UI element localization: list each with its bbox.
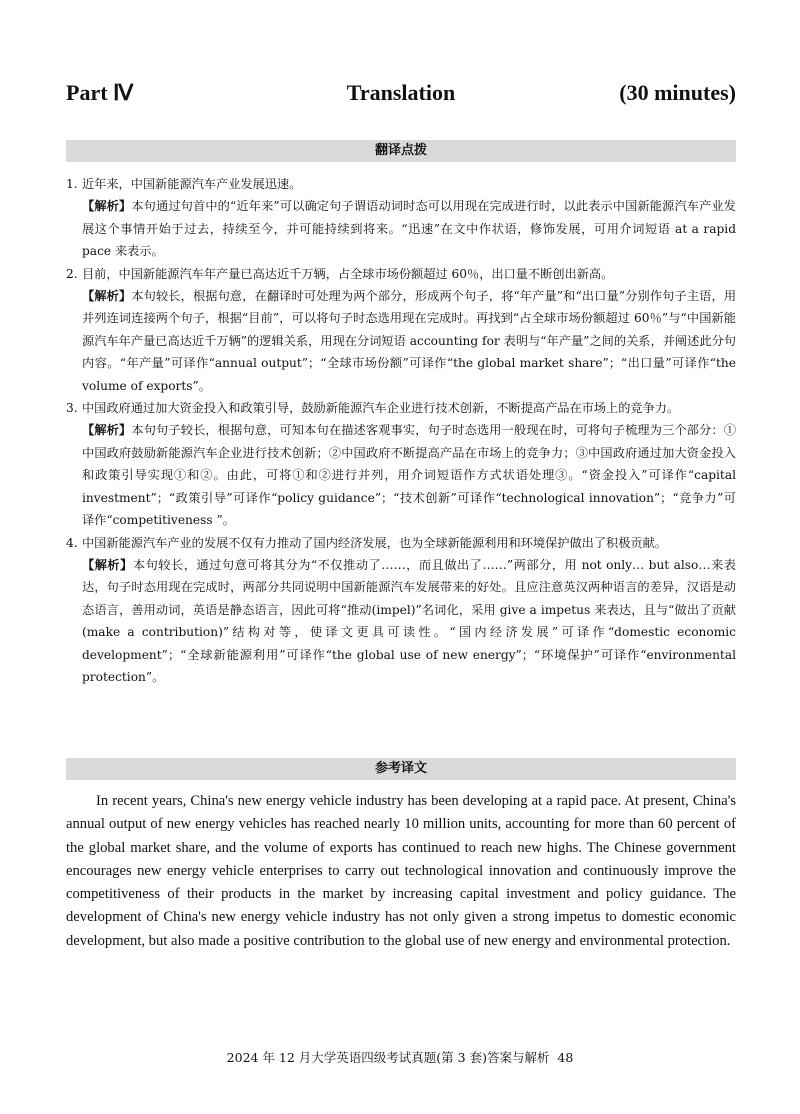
translation-tips-list	[66, 173, 736, 688]
item-number: 3.	[66, 401, 78, 416]
list-item	[66, 397, 736, 531]
analysis-text: 本句较长，通过句意可将其分为“不仅推动了……，而且做出了……”两部分，用 not only… but also…来表达，句子时态用现在完成时，两部分共同说明中国新能源汽车发展带来的好处。且应注意英汉两种语言的差异，汉语是动态语言，善用动词，英语是静态语言，因此可将“推动(impel)”名词化，采用 give a impetus 来表达，且与“做出了贡献(make a contribution)”结构对等，使译文更具可读性。“国内经济发展”可译作“domestic economic development”；“全球新能源利用”可译作“the global use of new energy”；“环境保护”可译作“environmental protection”。	[82, 557, 736, 684]
item-number: 1.	[66, 177, 78, 191]
analysis-tag: 【解析】	[82, 423, 132, 438]
section-heading-tips: 翻译点拨	[66, 140, 736, 162]
question-text: 近年来，中国新能源汽车产业发展迅速。	[82, 177, 302, 191]
list-item	[66, 532, 736, 689]
source-sentence	[66, 173, 736, 195]
page-footer	[0, 1048, 800, 1066]
analysis	[66, 195, 736, 262]
analysis-text: 本句较长，根据句意，在翻译时可处理为两个部分，形成两个句子，将“年产量”和“出口量”分别作句子主语，用并列连词连接两个句子，根据“目前”，可以将句子时态选用现在完成时。再找到“占全球市场份额超过 60％”与“中国新能源汽车年产量已高达近千万辆”的逻辑关系，用现在分词短语 accounting for 表明与“年产量”之间的关系，并阐述此分句内容。“年产量”可译作“annual output”；“全球市场份额”可译作“the global market share”；“出口量”可译作“the volume of exports”。	[82, 289, 737, 393]
list-item	[66, 263, 736, 397]
reference-translation: In recent years, China's new energy vehicle industry has been developing at a rapid pace. At present, China's annual output of new energy vehicles has reached nearly 10 million units, accounting for more than 60 percent of the global market share, and the volume of exports has continued to reach new highs. The Chinese government encourages new energy vehicle enterprises to carry out technological innovation and continuously improve the competitiveness of their products in the market by increasing capital investment and policy guidance. The development of China's new energy vehicle industry has not only given a strong impetus to domestic economic development, but also made a positive contribution to the global use of new energy and environmental protection.	[66, 793, 736, 949]
list-item	[66, 173, 736, 263]
analysis-tag: 【解析】	[82, 557, 133, 572]
analysis-tag: 【解析】	[82, 289, 132, 304]
question-text: 中国新能源汽车产业的发展不仅有力推动了国内经济发展，也为全球新能源利用和环境保护做出了积极贡献。	[82, 535, 667, 550]
analysis-tag: 【解析】	[82, 199, 132, 214]
section-title: Translation	[346, 80, 456, 105]
source-sentence	[66, 532, 736, 554]
analysis-text: 本句句子较长，根据句意，可知本句在描述客观事实，句子时态选用一般现在时，可将句子梳理为三个部分：①中国政府鼓励新能源汽车企业进行技术创新；②中国政府不断提高产品在市场上的竞争力；③中国政府通过加大资金投入和政策引导实现①和②。由此，可将①和②进行并列，用介词短语作方式状语处理③。“资金投入”可译作“capital investment”；“政策引导”可译作“policy guidance”；“技术创新”可译作“technological innovation”；“竞争力”可译作“competitiveness ”。	[82, 423, 737, 528]
section-heading-reference: 参考译文	[66, 758, 736, 780]
item-number: 2.	[66, 266, 78, 281]
analysis	[66, 285, 736, 397]
source-sentence	[66, 397, 736, 419]
part-label: Part Ⅳ	[66, 80, 134, 105]
source-sentence	[66, 263, 736, 285]
question-text: 目前，中国新能源汽车年产量已高达近千万辆，占全球市场份额超过 60％，出口量不断创出新高。	[82, 266, 614, 281]
analysis	[66, 554, 736, 688]
analysis-text: 本句通过句首中的“近年来”可以确定句子谓语动词时态可以用现在完成进行时，以此表示中国新能源汽车产业发展这个事情开始于过去，持续至今，并可能持续到将来。“迅速”在文中作状语，修饰发展，可用介词短语 at a rapid pace 来表示。	[82, 199, 736, 259]
page-header	[66, 80, 736, 114]
analysis	[66, 419, 736, 531]
footer-text: 2024 年 12 月大学英语四级考试真题(第 3 套)答案与解析	[226, 1050, 550, 1065]
page-number: 48	[557, 1050, 574, 1065]
item-number: 4.	[66, 535, 78, 550]
question-text: 中国政府通过加大资金投入和政策引导，鼓励新能源汽车企业进行技术创新，不断提高产品在市场上的竞争力。	[82, 401, 680, 416]
time-limit: (30 minutes)	[619, 80, 736, 105]
